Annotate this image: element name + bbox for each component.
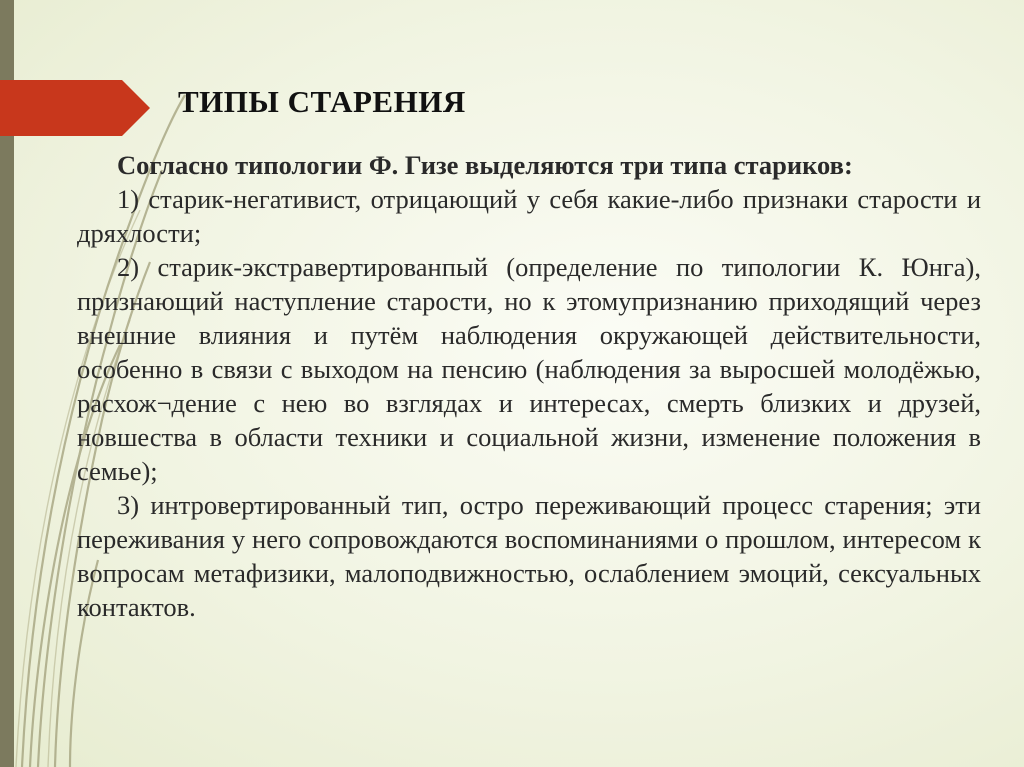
list-item-2: 2) старик-экстравертированпый (определение по типологии К. Юнга), признающий наступление старости, но к этомупризнанию приходящий через внешние влияния и путём наблюдения окружающей действительности, особенно в связи с выходом на пенсию (наблюдения за выросшей молодёжью, расхож¬дение с нею во взглядах и интересах, смерть близких и друзей, новшества в области техники и социальной жизни, изменение положения в семье); — [77, 252, 981, 486]
list-item-1: 1) старик-негативист, отрицающий у себя какие-либо признаки старости и дряхлости; — [77, 184, 981, 248]
intro-paragraph: Согласно типологии Ф. Гизе выделяются три типа стариков: — [117, 150, 853, 180]
title-accent-arrow — [0, 80, 150, 136]
list-item-3: 3) интровертированный тип, остро переживающий процесс старения; эти переживания у него сопровождаются воспоминаниями о прошлом, интересом к вопросам метафизики, малоподвижностью, ослаблением эмоций, сексуальных контактов. — [77, 490, 981, 622]
slide-title: ТИПЫ СТАРЕНИЯ — [178, 84, 466, 119]
slide-body — [77, 148, 981, 624]
